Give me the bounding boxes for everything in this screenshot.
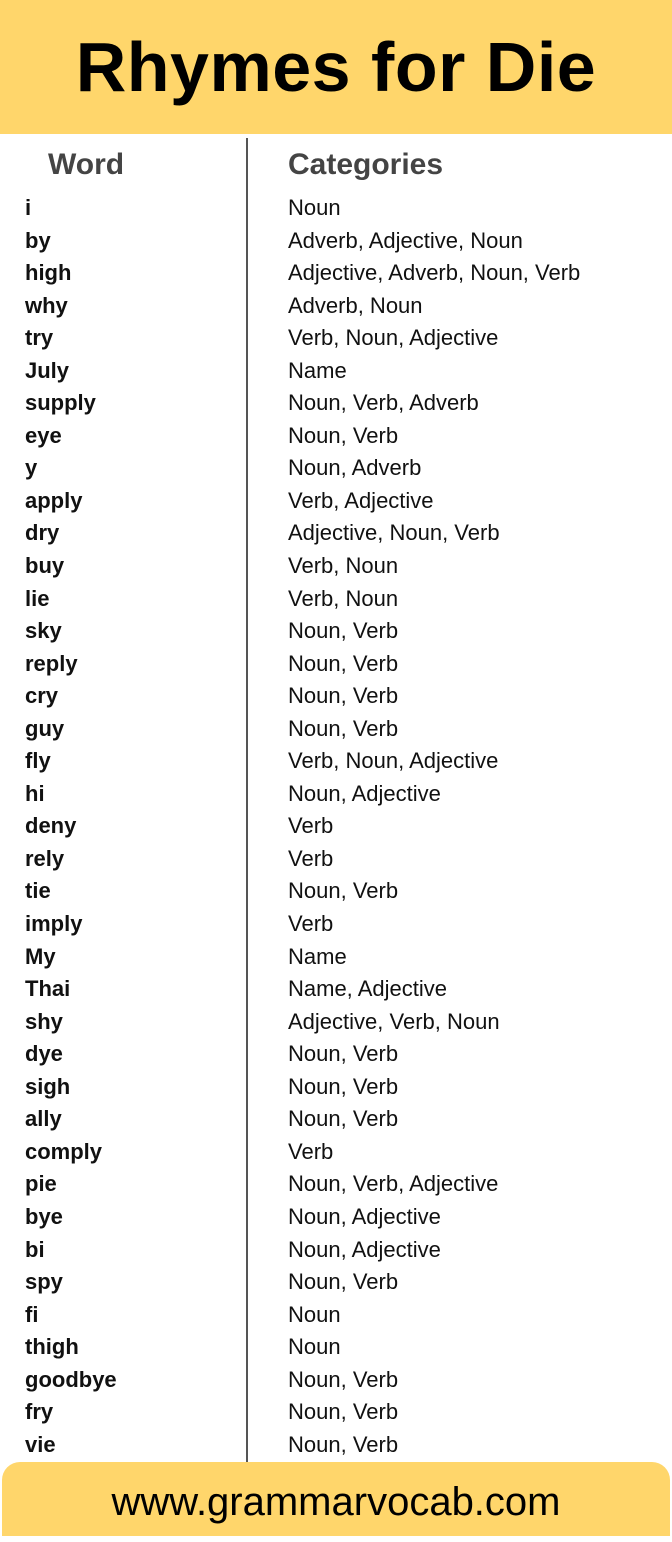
row-categories: Noun, Verb: [288, 618, 399, 644]
row-word: dry: [25, 520, 60, 546]
row-categories: Verb: [288, 911, 334, 937]
table-row: [0, 843, 672, 876]
table-row: [0, 1299, 672, 1332]
row-categories: Noun: [288, 1334, 341, 1360]
row-categories: Adjective, Noun, Verb: [288, 520, 500, 546]
row-word: fly: [25, 748, 51, 774]
row-categories: Noun, Verb: [288, 878, 399, 904]
row-categories: Noun, Verb, Adverb: [288, 390, 479, 416]
row-word: dye: [25, 1041, 63, 1067]
row-word: why: [25, 292, 68, 318]
word-table: [0, 192, 672, 1461]
row-categories: Verb, Noun: [288, 585, 399, 611]
table-row: [0, 1071, 672, 1104]
row-word: bi: [25, 1236, 45, 1262]
row-categories: Verb, Noun: [288, 553, 399, 579]
table-row: [0, 322, 672, 355]
row-word: goodbye: [25, 1366, 117, 1392]
row-categories: Noun, Verb: [288, 650, 399, 676]
row-word: buy: [25, 553, 65, 579]
table-row: [0, 1234, 672, 1267]
row-categories: Adjective, Verb, Noun: [288, 1008, 500, 1034]
table-row: [0, 257, 672, 290]
row-word: i: [25, 195, 32, 220]
row-categories: Noun: [288, 1301, 341, 1327]
row-categories: Name: [288, 357, 347, 383]
table-row: [0, 908, 672, 941]
table-row: [0, 452, 672, 485]
website-url: www.grammarvocab.com: [111, 1480, 561, 1524]
table-row: [0, 648, 672, 681]
row-categories: Verb: [288, 845, 334, 871]
table-row: [0, 225, 672, 258]
row-word: high: [25, 260, 72, 286]
table-row: [0, 290, 672, 323]
row-categories: Noun, Verb: [288, 1041, 399, 1067]
row-word: imply: [25, 911, 83, 937]
row-categories: Verb: [288, 1138, 334, 1164]
table-row: [0, 1364, 672, 1397]
table-row: [0, 810, 672, 843]
table-row: [0, 1006, 672, 1039]
row-word: sigh: [25, 1073, 71, 1099]
table-row: [0, 355, 672, 388]
row-categories: Verb, Adjective: [288, 487, 434, 513]
table-row: [0, 485, 672, 518]
table-row: [0, 875, 672, 908]
table-row: [0, 1396, 672, 1429]
row-word: comply: [25, 1138, 103, 1164]
row-word: hi: [25, 780, 45, 806]
row-categories: Noun, Adjective: [288, 780, 441, 806]
row-categories: Verb: [288, 813, 334, 839]
table-row: [0, 387, 672, 420]
table-row: [0, 550, 672, 583]
row-categories: Noun: [288, 195, 341, 220]
table-row: [0, 1038, 672, 1071]
row-categories: Noun, Verb: [288, 1073, 399, 1099]
row-word: bye: [25, 1203, 63, 1229]
row-word: pie: [25, 1171, 57, 1197]
row-categories: Noun, Adjective: [288, 1236, 441, 1262]
column-header-categories: Categories: [288, 148, 444, 181]
table-row: [0, 192, 672, 225]
table-row: [0, 615, 672, 648]
row-word: fi: [25, 1301, 39, 1327]
row-categories: Noun, Adverb: [288, 455, 422, 481]
row-word: tie: [25, 878, 51, 904]
row-categories: Noun, Verb: [288, 1431, 399, 1457]
row-word: My: [25, 943, 56, 969]
row-word: reply: [25, 650, 78, 676]
column-header-word: Word: [48, 148, 125, 181]
table-row: [0, 973, 672, 1006]
row-word: cry: [25, 683, 59, 709]
row-word: supply: [25, 390, 96, 416]
table-row: [0, 1103, 672, 1136]
row-word: Thai: [25, 976, 71, 1002]
table-row: [0, 1201, 672, 1234]
row-categories: Noun, Verb: [288, 1366, 399, 1392]
table-row: [0, 1136, 672, 1169]
row-word: July: [25, 357, 70, 383]
row-word: fry: [25, 1399, 54, 1425]
row-word: lie: [25, 585, 50, 611]
row-categories: Noun, Verb: [288, 1399, 399, 1425]
row-word: guy: [25, 715, 65, 741]
table-row: [0, 680, 672, 713]
row-categories: Noun, Verb: [288, 683, 399, 709]
row-categories: Adjective, Adverb, Noun, Verb: [288, 260, 581, 286]
table-row: [0, 1429, 672, 1462]
table-row: [0, 778, 672, 811]
row-word: ally: [25, 1106, 62, 1132]
row-word: try: [25, 325, 54, 351]
row-word: y: [25, 455, 38, 481]
row-word: apply: [25, 487, 83, 513]
table-row: [0, 517, 672, 550]
row-categories: Verb, Noun, Adjective: [288, 748, 499, 774]
row-word: by: [25, 227, 51, 253]
row-categories: Name, Adjective: [288, 976, 447, 1002]
row-categories: Noun, Adjective: [288, 1203, 441, 1229]
row-categories: Name: [288, 943, 347, 969]
row-categories: Adverb, Noun: [288, 292, 423, 318]
table-row: [0, 941, 672, 974]
row-word: rely: [25, 845, 65, 871]
row-word: shy: [25, 1008, 63, 1034]
row-word: vie: [25, 1431, 56, 1457]
row-word: eye: [25, 422, 62, 448]
table-row: [0, 420, 672, 453]
row-categories: Noun, Verb: [288, 1269, 399, 1295]
row-categories: Adverb, Adjective, Noun: [288, 227, 523, 253]
table-row: [0, 745, 672, 778]
table-row: [0, 583, 672, 616]
table-row: [0, 1168, 672, 1201]
row-categories: Noun, Verb, Adjective: [288, 1171, 499, 1197]
table-row: [0, 1266, 672, 1299]
row-word: thigh: [25, 1334, 79, 1360]
table-row: [0, 1331, 672, 1364]
row-categories: Noun, Verb: [288, 1106, 399, 1132]
table-row: [0, 713, 672, 746]
row-categories: Noun, Verb: [288, 422, 399, 448]
row-word: spy: [25, 1269, 63, 1295]
row-categories: Verb, Noun, Adjective: [288, 325, 499, 351]
row-word: deny: [25, 813, 77, 839]
row-word: sky: [25, 618, 62, 644]
row-categories: Noun, Verb: [288, 715, 399, 741]
page-title: Rhymes for Die: [75, 28, 597, 106]
